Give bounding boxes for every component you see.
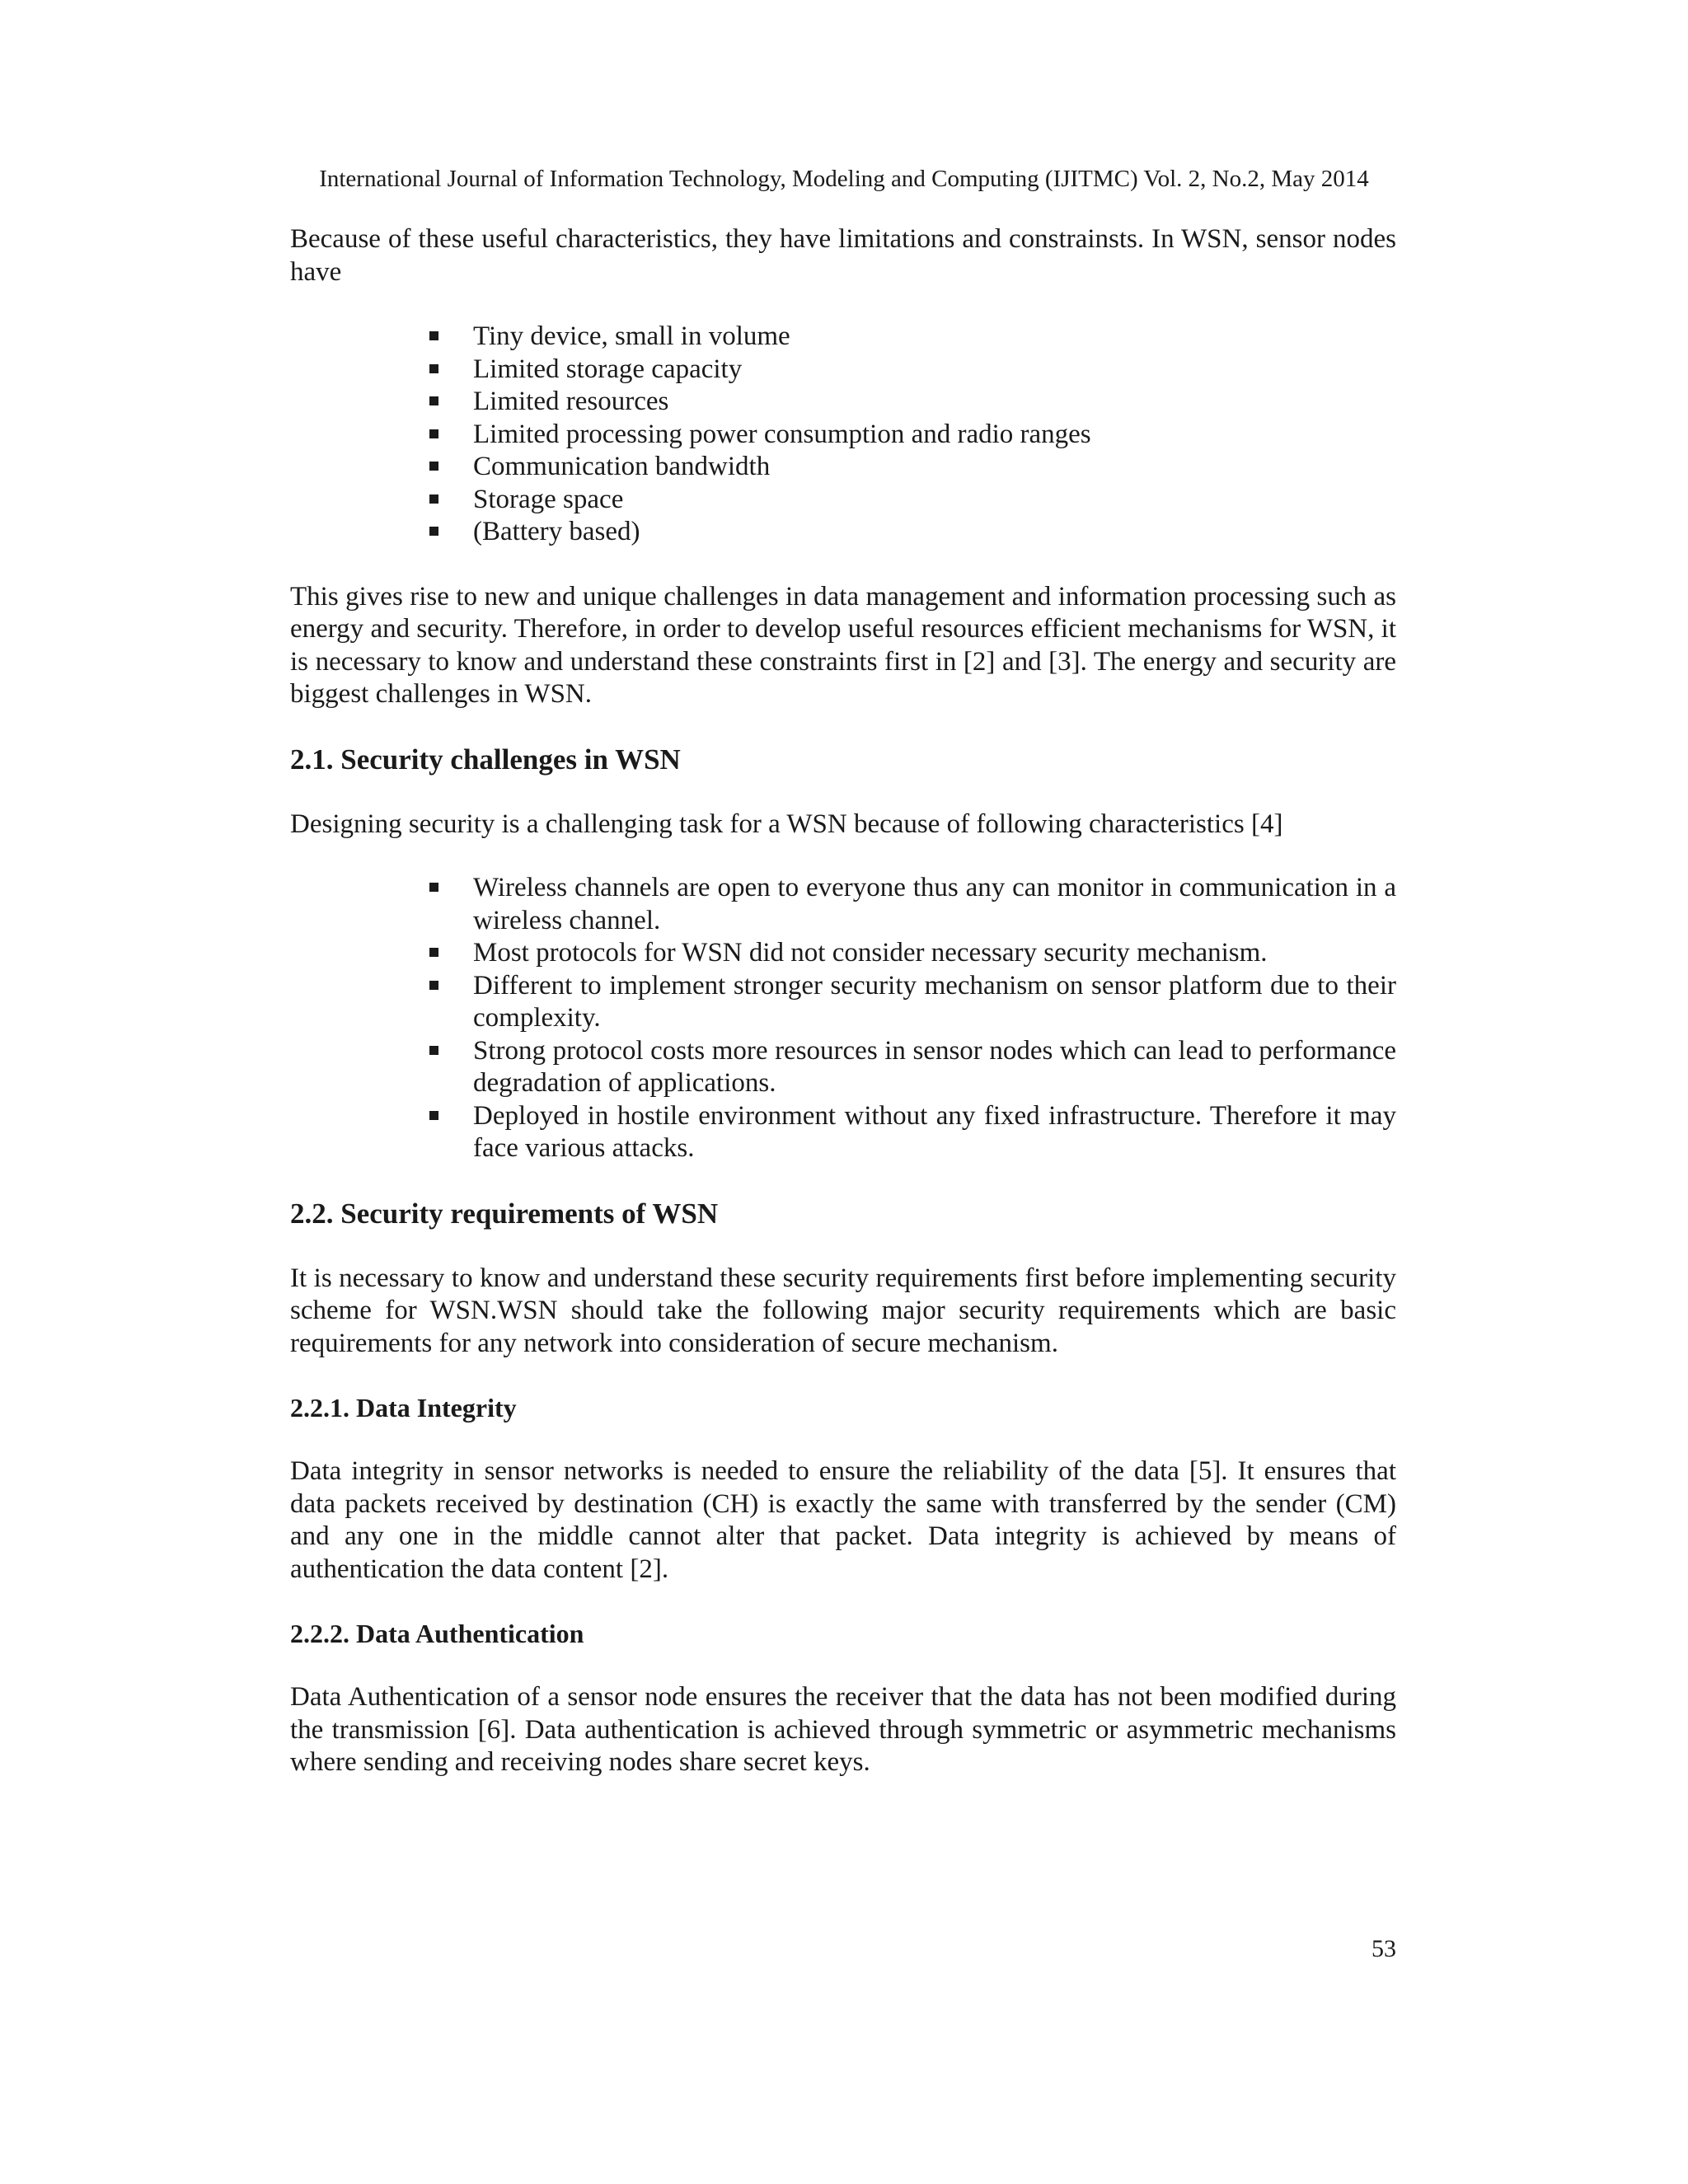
section-paragraph: Data Authentication of a sensor node ensures the receiver that the data has not been modified during the transmission [6]. Data authentication is achieved through symmetric or asymmetric mechanisms where sending and receiving nodes share secret keys. — [290, 1682, 1396, 1777]
list-item: Limited processing power consumption and radio ranges — [473, 419, 1396, 452]
square-bullet-icon — [429, 883, 438, 892]
section-paragraph: It is necessary to know and understand these security requirements first before implementing security scheme for WSN.WSN should take the following major security requirements which are basic requirements for any network into consideration of secure mechanism. — [290, 1263, 1396, 1358]
constraints-list — [290, 321, 1396, 549]
section-heading: 2.1. Security challenges in WSN — [290, 743, 681, 776]
list-item: (Battery based) — [473, 516, 1396, 549]
section-heading: 2.2. Security requirements of WSN — [290, 1197, 719, 1230]
square-bullet-icon — [429, 364, 438, 373]
square-bullet-icon — [429, 462, 438, 471]
page-number: 53 — [1372, 1935, 1396, 1962]
square-bullet-icon — [429, 948, 438, 957]
intro-closing-paragraph: This gives rise to new and unique challenges in data management and information processing such as energy and security. Therefore, in order to develop useful resources efficient mechanisms for WSN, it is necessary to know and understand these constraints first in [2] and [3]. The energy and security are biggest challenges in WSN. — [290, 581, 1396, 709]
square-bullet-icon — [429, 1046, 438, 1055]
square-bullet-icon — [429, 429, 438, 438]
challenges-list — [290, 872, 1396, 1165]
square-bullet-icon — [429, 1111, 438, 1120]
list-item: Limited storage capacity — [473, 354, 1396, 387]
subsection-heading: 2.2.1. Data Integrity — [290, 1393, 517, 1422]
page-body — [290, 223, 1396, 1779]
list-item: Communication bandwidth — [473, 451, 1396, 484]
list-item: Wireless channels are open to everyone thus any can monitor in communication in a wireless channel. — [473, 872, 1396, 937]
running-header: International Journal of Information Technology, Modeling and Computing (IJITMC) Vol. 2, No.2, May 2014 — [319, 166, 1369, 192]
list-item: Tiny device, small in volume — [473, 321, 1396, 354]
square-bullet-icon — [429, 527, 438, 536]
square-bullet-icon — [429, 981, 438, 990]
list-item: Deployed in hostile environment without any fixed infrastructure. Therefore it may face various attacks. — [473, 1100, 1396, 1165]
list-item: Different to implement stronger security mechanism on sensor platform due to their complexity. — [473, 970, 1396, 1035]
list-item: Most protocols for WSN did not consider necessary security mechanism. — [473, 937, 1396, 970]
list-item: Strong protocol costs more resources in sensor nodes which can lead to performance degradation of applications. — [473, 1035, 1396, 1100]
list-item: Storage space — [473, 484, 1396, 517]
square-bullet-icon — [429, 331, 438, 340]
section-paragraph: Designing security is a challenging task for a WSN because of following characteristics [4] — [290, 808, 1283, 839]
square-bullet-icon — [429, 396, 438, 405]
section-paragraph: Data integrity in sensor networks is needed to ensure the reliability of the data [5]. It ensures that data packets received by destination (CH) is exactly the same with transferred by the sender (CM) and any one in the middle cannot alter that packet. Data integrity is achieved by means of authentication the data content [2]. — [290, 1456, 1396, 1584]
list-item: Limited resources — [473, 386, 1396, 419]
square-bullet-icon — [429, 494, 438, 504]
intro-paragraph: Because of these useful characteristics, they have limitations and constrainsts. In WSN, sensor nodes have — [290, 224, 1396, 287]
subsection-heading: 2.2.2. Data Authentication — [290, 1619, 584, 1648]
